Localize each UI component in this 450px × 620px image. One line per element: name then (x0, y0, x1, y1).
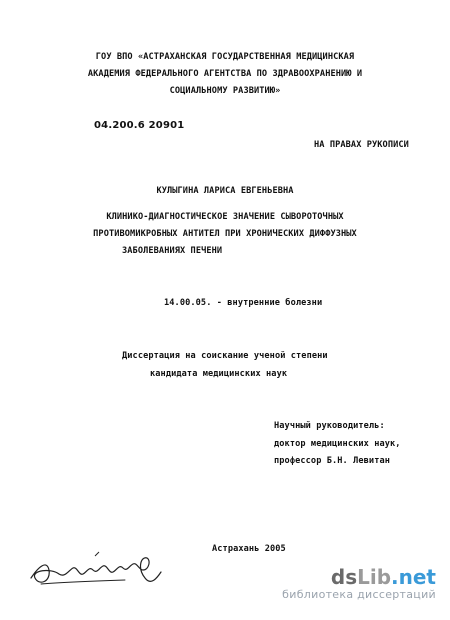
logo-part-lib: Lib (357, 565, 392, 589)
library-stamp-number: 04.200.6 20901 (94, 120, 185, 131)
logo-part-net: .net (391, 565, 436, 589)
watermark-subtitle: библиотека диссертаций (282, 588, 436, 601)
specialty-code: 14.00.05. - внутренние болезни (164, 298, 323, 308)
title-line-1: КЛИНИКО-ДИАГНОСТИЧЕСКОЕ ЗНАЧЕНИЕ СЫВОРОТОЧНЫХ (106, 212, 344, 222)
title-line-3: ЗАБОЛЕВАНИЯХ ПЕЧЕНИ (122, 246, 223, 256)
supervisor-name: профессор Б.Н. Левитан (274, 456, 391, 466)
degree-line-1: Диссертация на соискание ученой степени (122, 351, 328, 361)
manuscript-note: НА ПРАВАХ РУКОПИСИ (314, 140, 409, 150)
dslib-logo (282, 567, 436, 587)
supervisor-label: Научный руководитель: (274, 421, 385, 431)
supervisor-degree: доктор медицинских наук, (274, 439, 401, 449)
title-line-2: ПРОТИВОМИКРОБНЫХ АНТИТЕЛ ПРИ ХРОНИЧЕСКИХ ДИФФУЗНЫХ (93, 229, 357, 239)
institution-line-1: ГОУ ВПО «АСТРАХАНСКАЯ ГОСУДАРСТВЕННАЯ МЕДИЦИНСКАЯ (95, 52, 355, 62)
handwritten-signature (25, 548, 175, 592)
place-and-year: Астрахань 2005 (212, 544, 286, 554)
author-name: КУЛЫГИНА ЛАРИСА ЕВГЕНЬЕВНА (156, 186, 294, 196)
institution-line-2: АКАДЕМИЯ ФЕДЕРАЛЬНОГО АГЕНТСТВА ПО ЗДРАВООХРАНЕНИЮ И (87, 69, 363, 79)
logo-part-ds: ds (330, 565, 358, 589)
dslib-watermark (282, 567, 436, 603)
degree-line-2: кандидата медицинских наук (150, 369, 288, 379)
institution-line-3: СОЦИАЛЬНОМУ РАЗВИТИЮ» (169, 86, 281, 96)
